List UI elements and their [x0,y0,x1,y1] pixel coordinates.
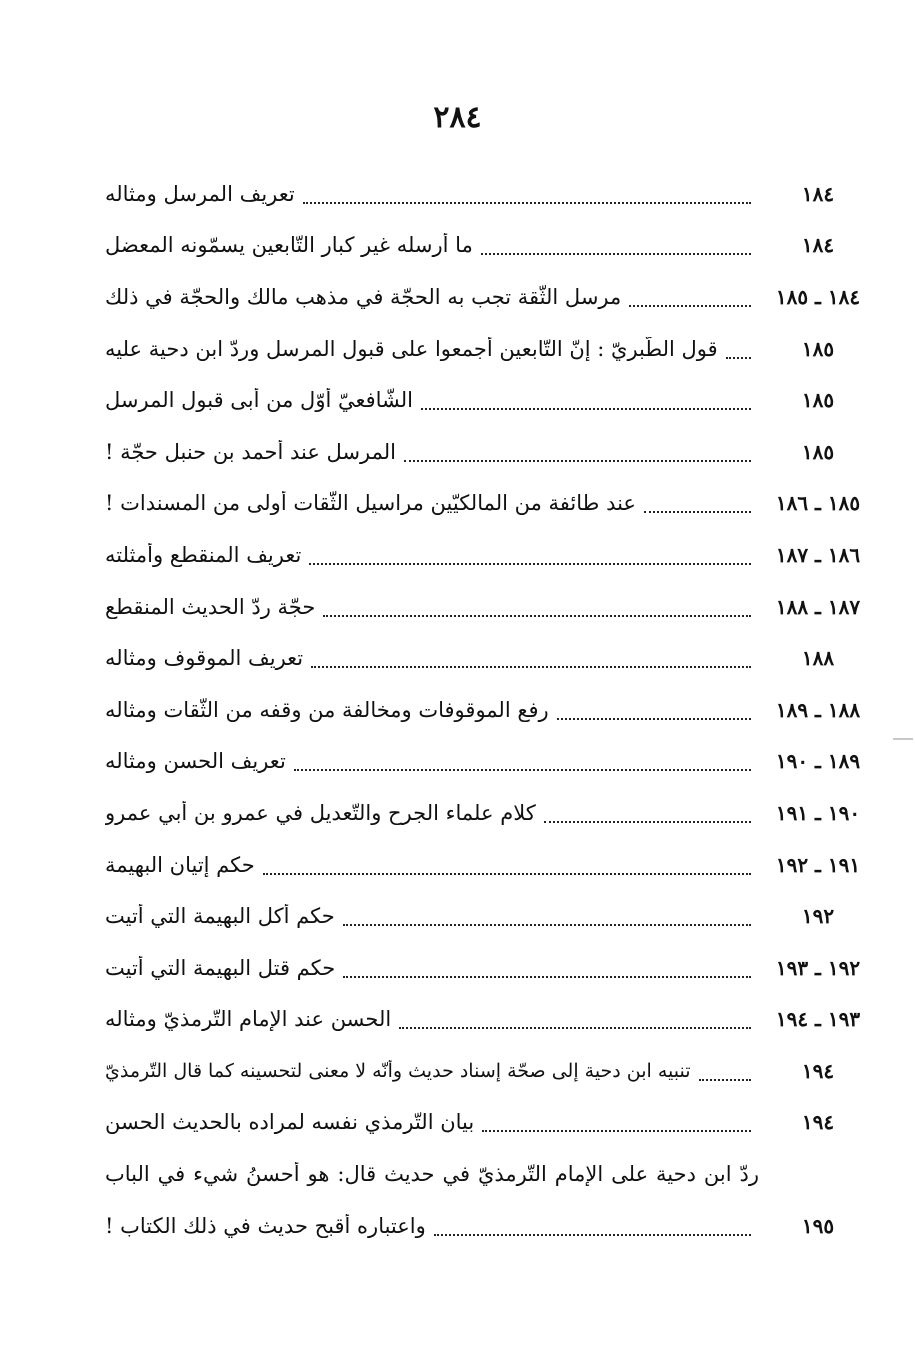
toc-entry-title: تعريف الموقوف ومثاله [105,646,304,671]
toc-entry-title: ما أرسله غير كبار التّابعين يسمّونه المعضل [105,233,473,258]
toc-entry-title: المرسل عند أحمد بن حنبل حجّة ! [105,439,397,464]
toc-entry [105,942,877,994]
toc-entry-title-line1: ردّ ابن دحية على الإمام التّرمذيّ في حديث قال: هو أحسنُ شيء في الباب [105,1162,759,1187]
dot-leader [482,1130,751,1132]
toc-entry [105,581,877,633]
toc-entry-pages: ١٨٤ ـ ١٨٥ [775,284,861,309]
toc-entry [105,787,877,839]
toc-entry-title: تعريف المرسل ومثاله [105,181,295,206]
toc-entry-title: حكم إتيان البهيمة [105,852,255,877]
dot-leader [481,253,751,255]
toc-entry [105,478,877,530]
dot-leader [644,511,751,513]
toc-entry [105,220,877,272]
toc-entry [105,1097,877,1149]
toc-entry-pages: ١٨٩ ـ ١٩٠ [775,749,861,774]
toc-entry-pages: ١٨٥ [801,336,835,361]
dot-leader [343,924,751,926]
toc-entry [105,271,877,323]
toc-entry [105,736,877,788]
toc-entry-pages: ١٩١ ـ ١٩٢ [775,852,861,877]
dot-leader [294,769,751,771]
toc-entry-pages: ١٩٤ [801,1058,835,1083]
toc-entry [105,426,877,478]
toc-entry-pages: ١٨٨ ـ ١٨٩ [775,697,861,722]
dot-leader [699,1079,751,1081]
toc-entry-pages: ١٩٢ ـ ١٩٣ [775,955,861,980]
toc-entry-title: عند طائفة من المالكيّين مراسيل الثّقات أولى من المسندات ! [105,491,636,516]
toc-entry [105,632,877,684]
dot-leader [557,718,751,720]
toc-entry-title: قول الطّبريّ : إنّ التّابعين أجمعوا على قبول المرسل وردّ ابن دحية عليه [105,336,718,361]
table-of-contents [105,168,877,1251]
toc-entry-pages: ١٩٥ [801,1213,835,1238]
margin-mark [893,738,913,740]
toc-entry-pages: ١٨٤ [801,233,835,258]
toc-entry-title: حجّة ردّ الحديث المنقطع [105,594,316,619]
toc-entry-title: حكم قتل البهيمة التي أُتيت [105,955,336,980]
dot-leader [343,976,751,978]
dot-leader [404,460,751,462]
page-number: ٢٨٤ [433,100,482,135]
toc-entry-title: حكم أكل البهيمة التي أُتيت [105,904,335,929]
toc-entry [105,529,877,581]
dot-leader [303,202,751,204]
toc-entry-pages: ١٨٧ ـ ١٨٨ [775,594,861,619]
toc-entry [105,323,877,375]
toc-entry-pages: ١٩٠ ـ ١٩١ [775,800,861,825]
toc-entry-pages: ١٨٤ [801,181,835,206]
toc-entry-pages: ١٨٨ [801,646,835,671]
toc-entry-title: الشّافعيّ أوّل من أبى قبول المرسل [105,388,414,413]
toc-entry-title: مرسل الثّقة تجب به الحجّة في مذهب مالك والحجّة في ذلك [105,284,622,309]
toc-entry [105,168,877,220]
toc-entry [105,839,877,891]
dot-leader [399,1027,751,1029]
toc-entry-title: كلام علماء الجرح والتّعديل في عمرو بن أبي عمرو [105,800,536,825]
toc-entry-continued-line2 [105,1200,877,1252]
toc-entry [105,1045,877,1097]
toc-entry-title: الحسن عند الإمام التّرمذيّ ومثاله [105,1007,392,1032]
dot-leader [309,563,751,565]
toc-entry-pages: ١٩٣ ـ ١٩٤ [775,1007,861,1032]
toc-entry-pages: ١٨٦ ـ ١٨٧ [775,542,861,567]
toc-entry-title: بيان التّرمذي نفسه لمراده بالحديث الحسن [105,1110,475,1135]
toc-entry [105,890,877,942]
toc-entry-pages: ١٨٥ [801,439,835,464]
toc-entry-title: تعريف الحسن ومثاله [105,749,286,774]
dot-leader [421,408,751,410]
toc-entry-title: تنبيه ابن دحية إلى صحّة إسناد حديث وأنّه لا معنى لتحسينه كما قال التّرمذيّ [105,1059,691,1082]
toc-entry-continued-line1 [105,1148,877,1200]
dot-leader [311,666,751,668]
toc-entry-pages: ١٨٥ ـ ١٨٦ [775,491,861,516]
dot-leader [544,821,751,823]
toc-entry-pages: ١٨٥ [801,388,835,413]
dot-leader [263,873,751,875]
toc-entry-pages: ١٩٤ [801,1110,835,1135]
toc-entry [105,374,877,426]
toc-entry-title: تعريف المنقطع وأمثلته [105,542,302,567]
dot-leader [629,305,751,307]
toc-entry [105,684,877,736]
toc-entry-pages: ١٩٢ [801,904,835,929]
dot-leader [726,357,751,359]
dot-leader [323,615,751,617]
toc-entry-title-line2: واعتباره أقبح حديث في ذلك الكتاب ! [105,1213,426,1238]
toc-entry [105,994,877,1046]
dot-leader [434,1234,751,1236]
toc-entry-title: رفع الموقوفات ومخالفة من وقفه من الثّقات ومثاله [105,697,549,722]
